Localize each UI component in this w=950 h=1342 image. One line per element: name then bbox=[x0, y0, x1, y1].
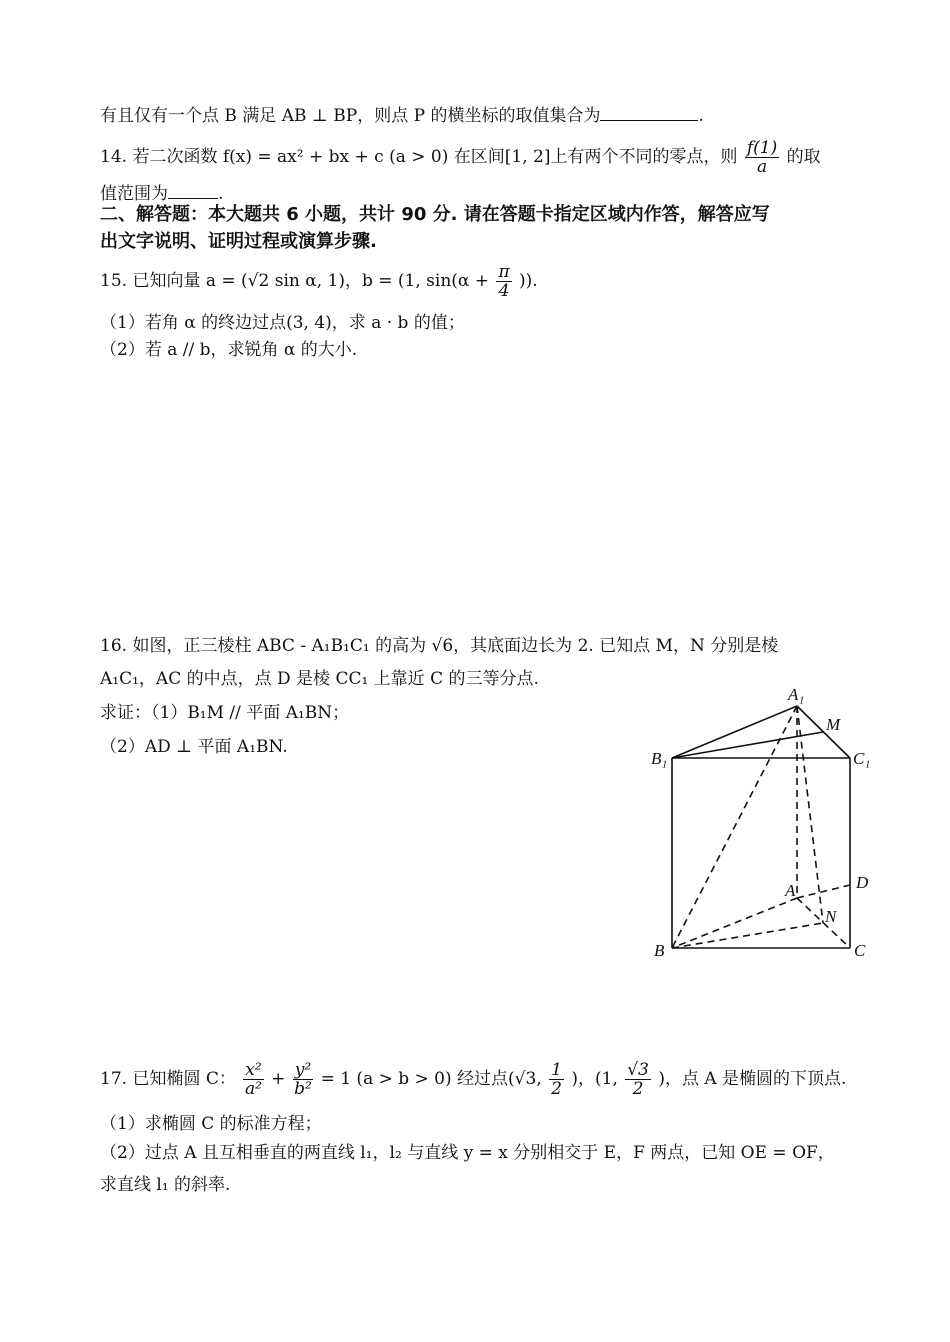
q16-proof-2: （2）AD ⊥ 平面 A₁BN. bbox=[100, 737, 288, 757]
q13-text: 有且仅有一个点 B 满足 AB ⊥ BP，则点 P 的横坐标的取值集合为 bbox=[100, 106, 601, 126]
q17-part-1: （1）求椭圆 C 的标准方程； bbox=[100, 1114, 322, 1134]
q17-fraction-sqrt3-half: $\frac{√3}{2}$ bbox=[627, 1060, 649, 1099]
label-d: D bbox=[856, 873, 869, 892]
q14-fraction: $\frac{f(1)}{a}$ bbox=[746, 138, 778, 177]
edge-a1-c1 bbox=[797, 706, 850, 758]
q15-part-1: （1）若角 α 的终边过点(3, 4)，求 a · b 的值； bbox=[100, 313, 465, 333]
q15-fraction: $\frac{\pi}{4}$ bbox=[498, 262, 510, 301]
q17-line-1: 17. 已知椭圆 C： $\frac{\text{x²}}{\text{a²}}$ + $\frac{\text{y²}}{\text{b²}}$ = 1 (a > b > 0) 经过点(√3, $\frac{1}{2}$ )，(1, $\frac{√3}{2}$ )，点 A 是椭圆的下顶点. bbox=[100, 1060, 847, 1099]
label-c: C bbox=[854, 941, 866, 960]
q13-tail-line: 有且仅有一个点 B 满足 AB ⊥ BP，则点 P 的横坐标的取值集合为 . bbox=[100, 106, 704, 126]
q17-fraction-y: $\frac{\text{y²}}{\text{b²}}$ bbox=[294, 1060, 312, 1099]
q15-part-2: （2）若 a // b，求锐角 α 的大小. bbox=[100, 340, 358, 360]
label-c1: C₁ bbox=[853, 749, 871, 768]
q16-line-2: A₁C₁，AC 的中点，点 D 是棱 CC₁ 上靠近 C 的三等分点. bbox=[100, 669, 539, 689]
q17-part-2: （2）过点 A 且互相垂直的两直线 l₁，l₂ 与直线 y = x 分别相交于 E，F 两点，已知 OE = OF， bbox=[100, 1143, 835, 1163]
edge-b-n bbox=[672, 923, 823, 948]
edge-a-b bbox=[672, 898, 797, 948]
q16-proof-1: 求证：（1）B₁M // 平面 A₁BN； bbox=[100, 703, 350, 723]
label-a: A bbox=[785, 881, 796, 900]
q15-line: 15. 已知向量 a = (√2 sin α, 1)，b = (1, sin(α + $\frac{\pi}{4}$ )). bbox=[100, 262, 538, 301]
edge-b1-a1 bbox=[672, 706, 797, 758]
section2-heading-line1: 二、解答题：本大题共 6 小题，共计 90 分. 请在答题卡指定区域内作答，解答应写 bbox=[100, 204, 770, 225]
label-b1: B₁ bbox=[651, 749, 668, 768]
q14-text: 14. 若二次函数 f(x) = ax² + bx + c (a > 0) 在区间[1, 2]上有两个不同的零点，则 bbox=[100, 147, 738, 167]
edge-a1-b bbox=[672, 706, 797, 948]
q17-fraction-half: $\frac{1}{2}$ bbox=[551, 1060, 562, 1099]
edge-b1-m bbox=[672, 732, 823, 758]
q14-line-2: 值范围为 . bbox=[100, 184, 224, 204]
label-n: N bbox=[825, 907, 837, 926]
q17-fraction-x: $\frac{\text{x²}}{\text{a²}}$ bbox=[244, 1060, 262, 1099]
label-b: B bbox=[654, 941, 665, 960]
section2-heading-line2: 出文字说明、证明过程或演算步骤. bbox=[100, 231, 377, 252]
q14-line-1: 14. 若二次函数 f(x) = ax² + bx + c (a > 0) 在区间[1, 2]上有两个不同的零点，则 $\frac{f(1)}{a}$ 的取 bbox=[100, 138, 821, 177]
edge-a-c bbox=[797, 898, 850, 948]
q14-answer-blank[interactable] bbox=[168, 182, 218, 199]
q17-part-2-cont: 求直线 l₁ 的斜率. bbox=[100, 1175, 231, 1195]
label-m: M bbox=[826, 715, 841, 734]
q16-line-1: 16. 如图，正三棱柱 ABC - A₁B₁C₁ 的高为 √6，其底面边长为 2. 已知点 M，N 分别是棱 bbox=[100, 636, 779, 656]
q13-answer-blank[interactable] bbox=[600, 104, 698, 121]
edge-a1-n bbox=[797, 706, 823, 923]
edge-a-d bbox=[797, 885, 850, 898]
label-a1: A₁ bbox=[788, 685, 805, 704]
